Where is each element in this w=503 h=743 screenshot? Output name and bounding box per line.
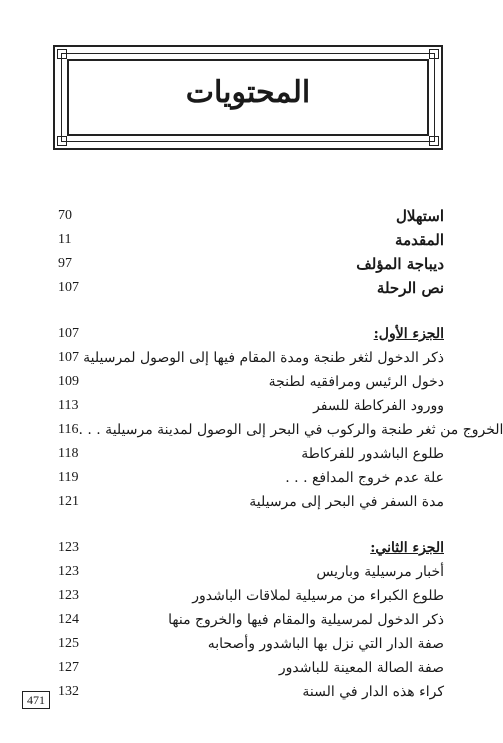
- toc-label: الخروج من ثغر طنجة والركوب في البحر إلى الوصول لمدينة مرسيلية . . .: [78, 422, 503, 438]
- toc-page-number: 116: [58, 422, 79, 437]
- toc-entry: [58, 561, 444, 583]
- toc-entry: [58, 633, 444, 655]
- toc-page-number: 121: [58, 494, 79, 509]
- toc-label: الجزء الأول:: [373, 326, 444, 342]
- page-number: 471: [22, 691, 50, 709]
- toc-label: دخول الرئيس ومرافقيه لطنجة: [268, 374, 444, 390]
- toc-label: طلوع الكبراء من مرسيلية لملاقات الباشدور: [192, 588, 444, 604]
- toc-entry: [58, 395, 444, 417]
- toc-page-number: 118: [58, 446, 79, 461]
- toc-label: كراء هذه الدار في السنة: [302, 684, 444, 700]
- toc-page-number: 125: [58, 636, 79, 651]
- toc-label: صفة الصالة المعينة للباشدور: [278, 660, 444, 676]
- toc-entry: [58, 467, 444, 489]
- toc-page-number: 113: [58, 398, 79, 413]
- toc-page-number: 107: [58, 326, 79, 341]
- toc-entry: [58, 681, 444, 703]
- title-frame: [53, 45, 443, 150]
- toc-entry: [58, 609, 444, 631]
- toc-page-number: 107: [58, 280, 79, 295]
- toc-entry: [58, 229, 444, 251]
- toc-label: نص الرحلة: [376, 279, 444, 297]
- toc-entry: [58, 491, 444, 513]
- toc-page-number: 123: [58, 588, 79, 603]
- toc-entry: [58, 585, 444, 607]
- toc-page-number: 124: [58, 612, 79, 627]
- toc-entry: [58, 347, 444, 369]
- toc-label: صفة الدار التي نزل بها الباشدور وأصحابه: [207, 636, 444, 652]
- toc-label: وورود الفركاطة للسفر: [313, 398, 444, 414]
- toc-label: استهلال: [395, 207, 444, 225]
- toc-entry: [58, 205, 444, 227]
- toc-page-number: 132: [58, 684, 79, 699]
- toc-page-number: 127: [58, 660, 79, 675]
- toc-page-number: 97: [58, 256, 72, 271]
- toc-page-number: 123: [58, 540, 79, 555]
- toc-page-number: 109: [58, 374, 79, 389]
- toc-label: ذكر الدخول لمرسيلية والمقام فيها والخروج منها: [168, 612, 444, 628]
- toc-label: المقدمة: [395, 231, 444, 249]
- toc-entry: [58, 371, 444, 393]
- toc-label: أخبار مرسيلية وباريس: [316, 564, 444, 580]
- toc-section-heading: [58, 537, 444, 559]
- toc-label: ذكر الدخول لثغر طنجة ومدة المقام فيها إلى الوصول لمرسيلية: [83, 350, 444, 366]
- toc-page-number: 107: [58, 350, 79, 365]
- toc-entry: [58, 443, 444, 465]
- toc-label: علة عدم خروج المدافع . . .: [285, 470, 444, 486]
- toc-label: الجزء الثاني:: [370, 540, 444, 556]
- toc-entry: [58, 657, 444, 679]
- toc-entry: [58, 277, 444, 299]
- toc-section-heading: [58, 323, 444, 345]
- toc-entry: [58, 253, 444, 275]
- toc-label: طلوع الباشدور للفركاطة: [301, 446, 444, 462]
- toc-page-number: 70: [58, 208, 72, 223]
- toc-label: مدة السفر في البحر إلى مرسيلية: [249, 494, 444, 510]
- toc-page-number: 11: [58, 232, 72, 247]
- toc-page-number: 123: [58, 564, 79, 579]
- toc-label: ديباجة المؤلف: [356, 255, 444, 273]
- toc-entry: [58, 419, 503, 441]
- toc-page-number: 119: [58, 470, 79, 485]
- page-title: المحتويات: [185, 75, 311, 110]
